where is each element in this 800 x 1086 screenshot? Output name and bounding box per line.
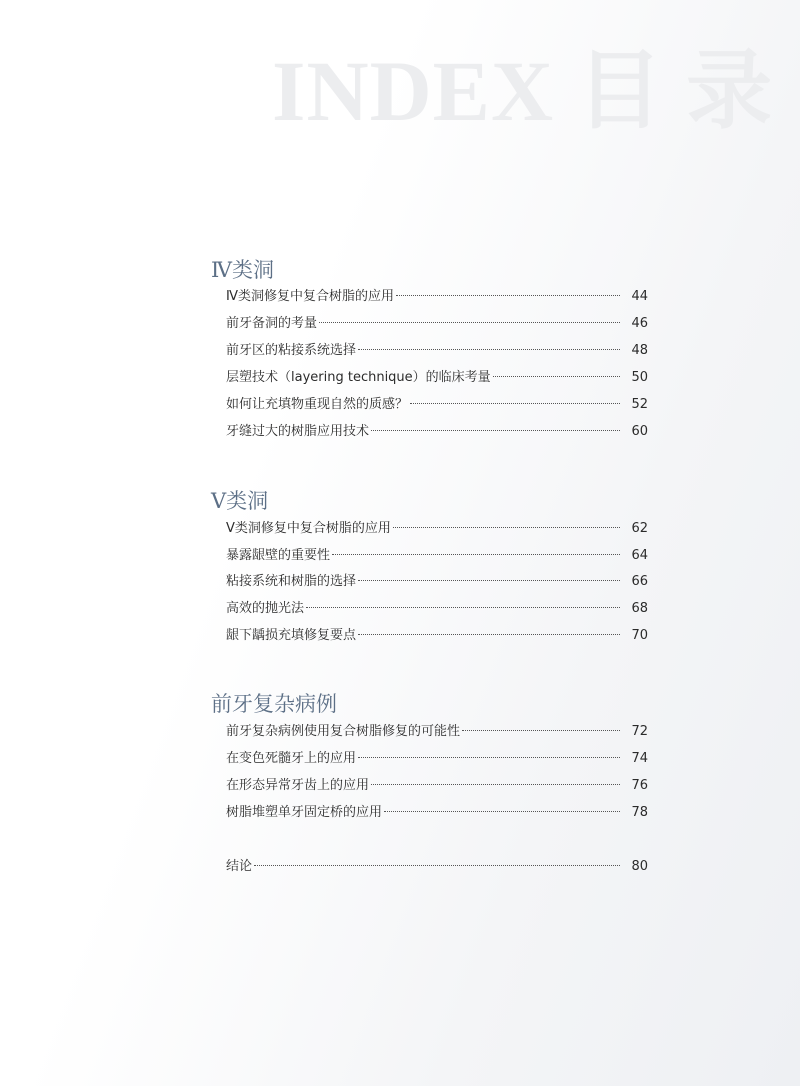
dot-leader xyxy=(358,348,620,350)
dot-leader xyxy=(358,633,620,635)
toc-entry-page: 68 xyxy=(631,601,648,616)
dot-leader xyxy=(371,429,620,431)
section-title-class-iv: Ⅳ类洞 xyxy=(211,258,274,282)
index-watermark: INDEX 目 录 xyxy=(272,43,774,139)
toc-entry[interactable] xyxy=(226,572,648,592)
toc-entry[interactable] xyxy=(226,519,648,539)
toc-entry-page: 48 xyxy=(631,343,648,358)
toc-entry-text: 龈下龋损充填修复要点 xyxy=(226,628,357,643)
toc-entry[interactable] xyxy=(226,776,648,796)
toc-entry[interactable] xyxy=(226,722,648,742)
toc-entry-text: 如何让充填物重现自然的质感？ xyxy=(226,397,409,412)
dot-leader xyxy=(410,402,620,404)
toc-entry-conclusion[interactable] xyxy=(226,857,648,877)
dot-leader xyxy=(332,553,620,555)
toc-entry-text: Ⅴ类洞修复中复合树脂的应用 xyxy=(226,521,391,536)
toc-entry[interactable] xyxy=(226,546,648,566)
toc-entry-text: 前牙复杂病例使用复合树脂修复的可能性 xyxy=(226,724,461,739)
section-title-class-v: Ⅴ类洞 xyxy=(211,489,269,513)
toc-entry-text: 结论 xyxy=(226,859,253,874)
toc-entry-text: 高效的抛光法 xyxy=(226,601,305,616)
dot-leader xyxy=(393,526,620,528)
toc-entry-page: 70 xyxy=(631,628,648,643)
toc-entry-text: 前牙备洞的考量 xyxy=(226,316,318,331)
toc-entry[interactable] xyxy=(226,626,648,646)
toc-entry-page: 62 xyxy=(631,521,648,536)
toc-entry-page: 60 xyxy=(631,424,648,439)
toc-entry-page: 72 xyxy=(631,724,648,739)
toc-entry-page: 44 xyxy=(631,289,648,304)
toc-entry[interactable] xyxy=(226,749,648,769)
toc-entry-page: 46 xyxy=(631,316,648,331)
toc-entry-text: 粘接系统和树脂的选择 xyxy=(226,574,357,589)
toc-entry-page: 80 xyxy=(631,859,648,874)
dot-leader xyxy=(358,756,620,758)
toc-entry[interactable] xyxy=(226,422,648,442)
toc-entry[interactable] xyxy=(226,803,648,823)
toc-entry-page: 66 xyxy=(631,574,648,589)
toc-entry-text: 树脂堆塑单牙固定桥的应用 xyxy=(226,805,383,820)
toc-entry[interactable] xyxy=(226,314,648,334)
toc-entry[interactable] xyxy=(226,287,648,307)
toc-entry-text: 层塑技术（layering technique）的临床考量 xyxy=(226,370,491,385)
toc-entry-text: 在变色死髓牙上的应用 xyxy=(226,751,357,766)
dot-leader xyxy=(462,729,620,731)
dot-leader xyxy=(384,810,620,812)
dot-leader xyxy=(319,321,620,323)
toc-entry[interactable] xyxy=(226,395,648,415)
dot-leader xyxy=(358,579,620,581)
toc-entry-page: 78 xyxy=(631,805,648,820)
dot-leader xyxy=(371,783,620,785)
toc-entry-text: 前牙区的粘接系统选择 xyxy=(226,343,357,358)
toc-entry-page: 74 xyxy=(631,751,648,766)
dot-leader xyxy=(306,606,620,608)
dot-leader xyxy=(493,375,620,377)
toc-entry-text: 暴露龈壁的重要性 xyxy=(226,548,331,563)
toc-entry[interactable] xyxy=(226,341,648,361)
section-title-complex-cases: 前牙复杂病例 xyxy=(211,692,337,716)
toc-entry[interactable] xyxy=(226,599,648,619)
dot-leader xyxy=(254,864,620,866)
toc-entry-page: 76 xyxy=(631,778,648,793)
dot-leader xyxy=(396,294,620,296)
toc-entry[interactable] xyxy=(226,368,648,388)
toc-entry-page: 50 xyxy=(631,370,648,385)
toc-entry-page: 64 xyxy=(631,548,648,563)
toc-entry-text: 在形态异常牙齿上的应用 xyxy=(226,778,370,793)
toc-entry-text: Ⅳ类洞修复中复合树脂的应用 xyxy=(226,289,394,304)
toc-entry-page: 52 xyxy=(631,397,648,412)
toc-entry-text: 牙缝过大的树脂应用技术 xyxy=(226,424,370,439)
